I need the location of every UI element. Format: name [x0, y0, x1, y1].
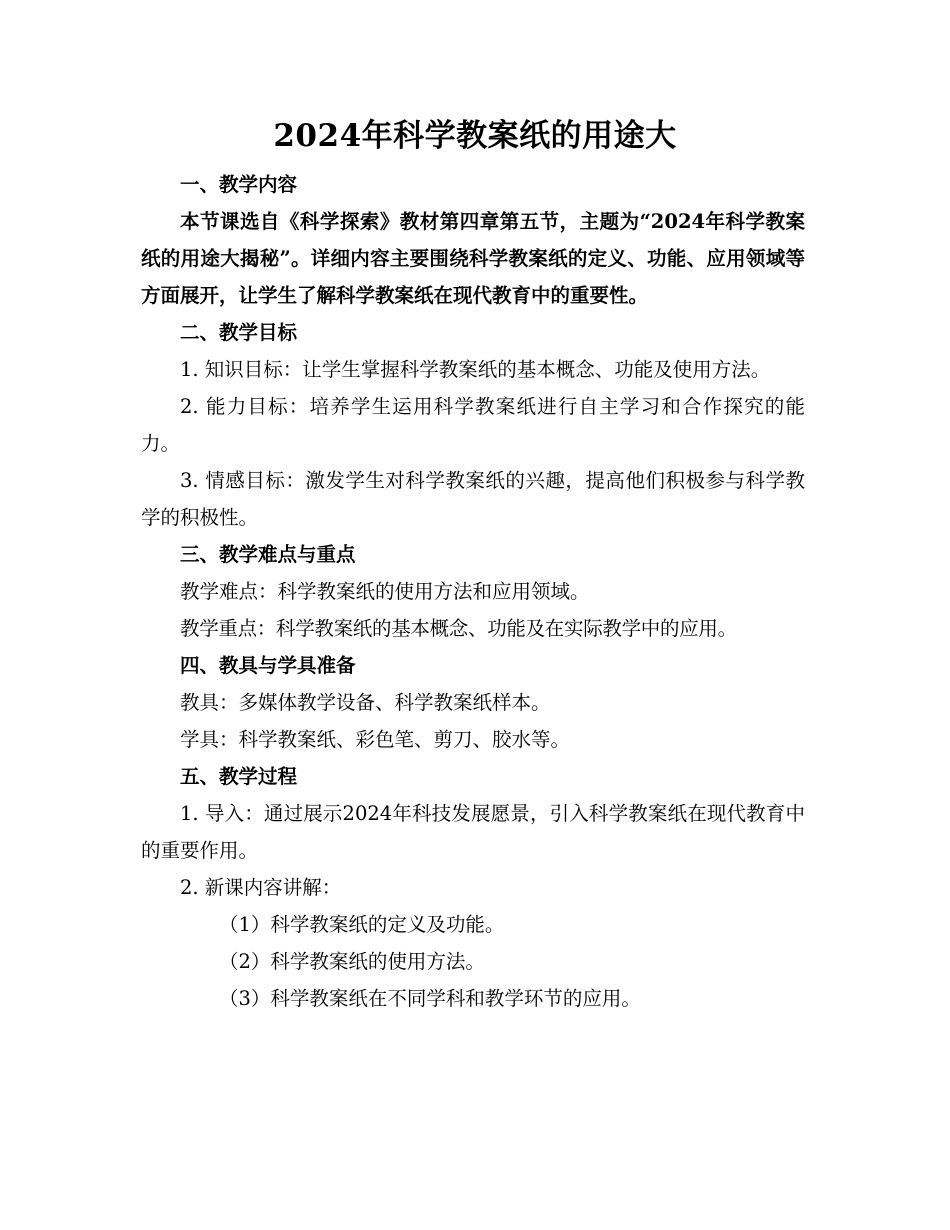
- process-new-lesson: 2. 新课内容讲解：: [180, 876, 342, 899]
- lesson-subitem-1: （1）科学教案纸的定义及功能。: [219, 913, 505, 936]
- goal-ability: 2. 能力目标：培养学生运用科学教案纸进行自主学习和合作探究的能力。: [141, 395, 805, 455]
- section-heading-teaching-content: 一、教学内容: [180, 173, 298, 196]
- process-intro: 1. 导入：通过展示2024年科技发展愿景，引入科学教案纸在现代教育中的重要作用。: [141, 802, 805, 862]
- section-heading-difficulties-focus: 三、教学难点与重点: [180, 543, 356, 566]
- section-heading-materials: 四、教具与学具准备: [180, 654, 356, 677]
- teaching-focus: 教学重点：科学教案纸的基本概念、功能及在实际教学中的应用。: [180, 617, 737, 640]
- goal-knowledge: 1. 知识目标：让学生掌握科学教案纸的基本概念、功能及使用方法。: [180, 358, 771, 381]
- lesson-subitem-2: （2）科学教案纸的使用方法。: [219, 950, 485, 973]
- lesson-subitem-3: （3）科学教案纸在不同学科和教学环节的应用。: [219, 987, 641, 1010]
- document-body: [141, 166, 805, 1017]
- teacher-materials: 教具：多媒体教学设备、科学教案纸样本。: [180, 691, 551, 714]
- section-heading-teaching-process: 五、教学过程: [180, 765, 298, 788]
- goal-emotion: 3. 情感目标：激发学生对科学教案纸的兴趣，提高他们积极参与科学教学的积极性。: [141, 469, 805, 529]
- teaching-content-paragraph: 本节课选自《科学探索》教材第四章第五节，主题为“2024年科学教案纸的用途大揭秘”。详细内容主要围绕科学教案纸的定义、功能、应用领域等方面展开，让学生了解科学教案纸在现代教育中的重要性。: [141, 210, 805, 307]
- student-materials: 学具：科学教案纸、彩色笔、剪刀、胶水等。: [180, 728, 571, 751]
- teaching-difficulty: 教学难点：科学教案纸的使用方法和应用领域。: [180, 580, 590, 603]
- document-title: 2024年科学教案纸的用途大: [273, 118, 677, 154]
- section-heading-teaching-goals: 二、教学目标: [180, 321, 298, 344]
